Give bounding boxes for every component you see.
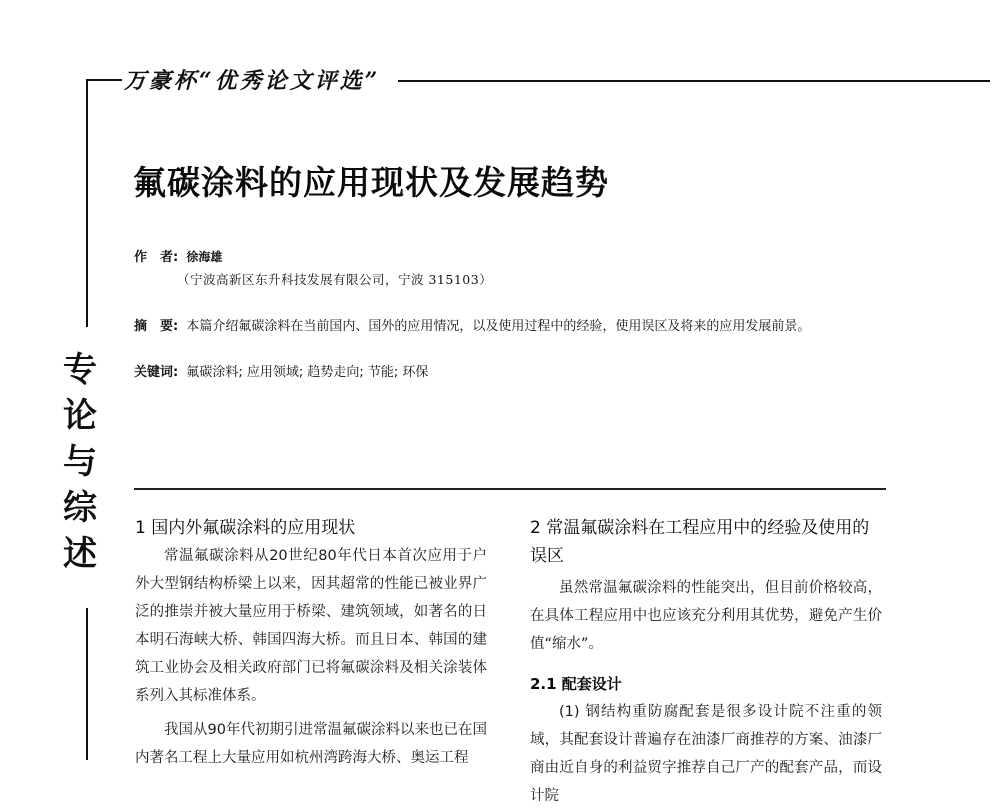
paragraph: 虽然常温氟碳涂料的性能突出，但目前价格较高，在具体工程应用中也应该充分利用其优势，避免产生价值“缩水”。: [530, 580, 882, 652]
author-line: [134, 246, 222, 265]
section-side-label: [60, 347, 100, 577]
right-column: [530, 514, 882, 810]
margin-vertical-rule-top: [86, 79, 88, 327]
abstract-label: 摘 要:: [134, 319, 179, 334]
section-2-1-heading: 2.1 配套设计: [530, 675, 622, 693]
header-left-rule: [88, 79, 122, 81]
keywords-label: 关键词:: [134, 365, 179, 380]
paragraph: 我国从90年代初期引进常温氟碳涂料以来也已在国内著名工程上大量应用如杭州湾跨海大桥、奥运工程: [135, 722, 487, 766]
section-1-heading: 1 国内外氟碳涂料的应用现状: [135, 518, 356, 538]
side-label-char: 专: [63, 350, 97, 390]
margin-vertical-rule-bottom: [86, 608, 88, 760]
section-2-heading: 2 常温氟碳涂料在工程应用中的经验及使用的误区: [530, 518, 870, 566]
author-affiliation: （宁波高新区东升科技发展有限公司，宁波 315103）: [177, 272, 493, 287]
paragraph: (1) 钢结构重防腐配套是很多设计院不注重的领域，其配套设计普遍存在油漆厂商推荐的方案、油漆厂商由近自身的利益贸字推荐自己厂产的配套产品，而设计院: [530, 704, 882, 804]
side-label-char: 与: [63, 442, 97, 482]
side-label-char: 综: [63, 488, 97, 528]
author-label: 作 者:: [134, 250, 179, 265]
header-right-rule: [398, 80, 990, 82]
left-column: [135, 514, 487, 772]
side-label-char: 论: [63, 396, 97, 436]
keywords-text: 氟碳涂料; 应用领域; 趋势走向; 节能; 环保: [186, 365, 429, 380]
paragraph: 常温氟碳涂料从20世纪80年代日本首次应用于户外大型钢结构桥梁上以来，因其超常的性能已被业界广泛的推崇并被大量应用于桥梁、建筑领域，如著名的日本明石海峡大桥、韩国四海大桥。而且日本、韩国的建筑工业协会及相关政府部门已将氟碳涂料及相关涂装体系列入其标准体系。: [135, 548, 487, 704]
paper-title: 氟碳涂料的应用现状及发展趋势: [133, 163, 609, 202]
abstract: [134, 315, 810, 334]
keywords: [134, 361, 428, 380]
author-name: 徐海雄: [186, 250, 223, 264]
abstract-text: 本篇介绍氟碳涂料在当前国内、国外的应用情况，以及使用过程中的经验，使用误区及将来的应用发展前景。: [186, 319, 811, 334]
column-title: 万豪杯“优秀论文评选”: [124, 68, 381, 94]
body-divider-rule: [134, 488, 886, 490]
side-label-char: 述: [63, 534, 97, 574]
